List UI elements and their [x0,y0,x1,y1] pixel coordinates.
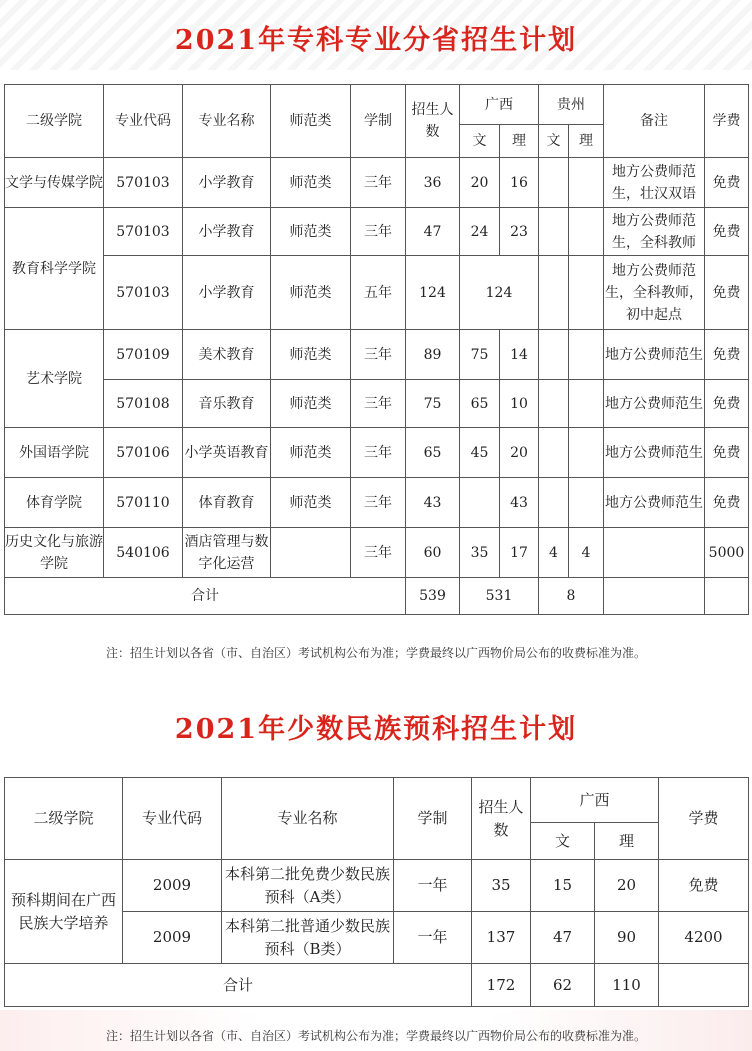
major-cell: 本科第二批普通少数民族预科（B类） [222,912,394,964]
gz-science-cell: 4 [569,528,604,578]
gx-science-cell: 10 [500,380,539,428]
code-cell: 2009 [123,912,222,964]
plan2-title: 2021年少数民族预科招生计划 [174,714,578,745]
header-guangxi: 广西 [460,85,539,125]
normal-cell: 师范类 [271,158,351,208]
duration-cell: 三年 [351,478,406,528]
major-cell: 本科第二批免费少数民族预科（A类） [222,860,394,912]
gx-science-cell: 14 [500,330,539,380]
table-row [5,380,749,428]
gx-science-cell: 17 [500,528,539,578]
remark-cell: 地方公费师范生，壮汉双语 [604,158,705,208]
enroll-cell: 124 [406,256,460,330]
duration-cell: 五年 [351,256,406,330]
enroll-cell: 75 [406,380,460,428]
gx-arts-cell [460,478,500,528]
header-duration: 学制 [394,778,472,860]
fee-cell: 免费 [705,158,749,208]
header-fee: 学费 [705,85,749,158]
plan2-header-row [5,778,749,823]
remark-cell: 地方公费师范生 [604,330,705,380]
remark-cell: 地方公费师范生 [604,428,705,478]
gx-science-cell: 43 [500,478,539,528]
header-gx-arts: 文 [531,823,595,860]
major-cell: 音乐教育 [183,380,271,428]
total-label: 合计 [5,578,406,615]
duration-cell: 三年 [351,208,406,256]
gz-arts-cell [539,158,569,208]
header-major: 专业名称 [222,778,394,860]
gx-arts-cell: 45 [460,428,500,478]
college-cell: 艺术学院 [5,330,104,428]
major-cell: 小学英语教育 [183,428,271,478]
gz-arts-cell [539,428,569,478]
gz-science-cell [569,478,604,528]
enroll-cell: 89 [406,330,460,380]
remark-cell: 地方公费师范生 [604,380,705,428]
college-cell: 体育学院 [5,478,104,528]
header-fee: 学费 [659,778,749,860]
gz-science-cell [569,158,604,208]
header-gz-arts: 文 [539,125,569,158]
header-gx-arts: 文 [460,125,500,158]
code-cell: 570109 [104,330,183,380]
normal-cell [271,528,351,578]
gz-arts-cell [539,330,569,380]
gx-arts-cell: 47 [531,912,595,964]
major-cell: 小学教育 [183,208,271,256]
remark-cell: 地方公费师范生，全科教师，初中起点 [604,256,705,330]
gx-science-cell: 16 [500,158,539,208]
table-row [5,208,749,256]
code-cell: 570103 [104,256,183,330]
enroll-cell: 47 [406,208,460,256]
remark-cell: 地方公费师范生，全科教师 [604,208,705,256]
header-remark: 备注 [604,85,705,158]
remark-cell: 地方公费师范生 [604,478,705,528]
total-remark [604,578,705,615]
normal-cell: 师范类 [271,380,351,428]
fee-cell: 免费 [705,478,749,528]
normal-cell: 师范类 [271,428,351,478]
major-cell: 美术教育 [183,330,271,380]
gz-science-cell [569,208,604,256]
gz-science-cell [569,380,604,428]
fee-cell: 免费 [705,380,749,428]
college-cell: 文学与传媒学院 [5,158,104,208]
gx-arts-cell: 24 [460,208,500,256]
college-cell: 教育科学学院 [5,208,104,330]
plan2-table [4,777,749,1007]
duration-cell: 三年 [351,428,406,478]
gx-arts-cell: 15 [531,860,595,912]
duration-cell: 一年 [394,912,472,964]
duration-cell: 三年 [351,380,406,428]
normal-cell: 师范类 [271,478,351,528]
table-row [5,428,749,478]
gx-science-cell: 90 [595,912,659,964]
major-cell: 酒店管理与数字化运营 [183,528,271,578]
enroll-cell: 36 [406,158,460,208]
college-cell: 历史文化与旅游学院 [5,528,104,578]
duration-cell: 三年 [351,158,406,208]
enroll-cell: 65 [406,428,460,478]
enroll-cell: 137 [472,912,531,964]
code-cell: 540106 [104,528,183,578]
plan2-note: 注：招生计划以各省（市、自治区）考试机构公布为准；学费最终以广西物价局公布的收费标准为准。 [105,1029,646,1043]
header-college: 二级学院 [5,85,104,158]
fee-cell: 免费 [705,256,749,330]
header-gz-science: 理 [569,125,604,158]
header-gx-science: 理 [595,823,659,860]
fee-cell: 4200 [659,912,749,964]
plan1-total-row [5,578,749,615]
gz-arts-cell: 4 [539,528,569,578]
normal-cell: 师范类 [271,208,351,256]
enroll-cell: 60 [406,528,460,578]
plan1-title: 2021年专科专业分省招生计划 [174,25,578,56]
gx-arts-cell: 20 [460,158,500,208]
gx-arts-cell: 35 [460,528,500,578]
major-cell: 小学教育 [183,256,271,330]
header-enroll: 招生人数 [406,85,460,158]
plan2-total-row [5,964,749,1007]
code-cell: 570103 [104,208,183,256]
gz-arts-cell [539,478,569,528]
gz-science-cell [569,256,604,330]
gx-arts-cell: 65 [460,380,500,428]
normal-cell: 师范类 [271,256,351,330]
header-guizhou: 贵州 [539,85,604,125]
header-enroll: 招生人数 [472,778,531,860]
total-label: 合计 [5,964,472,1007]
header-code: 专业代码 [104,85,183,158]
total-gx-arts: 62 [531,964,595,1007]
enroll-cell: 43 [406,478,460,528]
duration-cell: 三年 [351,330,406,380]
gx-science-cell: 20 [500,428,539,478]
header-guangxi: 广西 [531,778,659,823]
table-row [5,158,749,208]
fee-cell: 5000 [705,528,749,578]
total-guangxi: 531 [460,578,539,615]
header-major: 专业名称 [183,85,271,158]
gx-total-cell: 124 [460,256,539,330]
table-row [5,528,749,578]
code-cell: 2009 [123,860,222,912]
header-duration: 学制 [351,85,406,158]
college-cell: 预科期间在广西民族大学培养 [5,860,123,964]
enroll-cell: 35 [472,860,531,912]
major-cell: 小学教育 [183,158,271,208]
fee-cell: 免费 [705,330,749,380]
total-enroll: 539 [406,578,460,615]
college-cell: 外国语学院 [5,428,104,478]
gz-arts-cell [539,380,569,428]
gx-science-cell: 23 [500,208,539,256]
gx-arts-cell: 75 [460,330,500,380]
code-cell: 570103 [104,158,183,208]
code-cell: 570110 [104,478,183,528]
gx-science-cell: 20 [595,860,659,912]
table-row [5,860,749,912]
major-cell: 体育教育 [183,478,271,528]
header-gx-science: 理 [500,125,539,158]
header-code: 专业代码 [123,778,222,860]
gz-arts-cell [539,208,569,256]
code-cell: 570106 [104,428,183,478]
fee-cell: 免费 [659,860,749,912]
plan1-note: 注：招生计划以各省（市、自治区）考试机构公布为准；学费最终以广西物价局公布的收费标准为准。 [105,646,646,660]
table-row [5,478,749,528]
gz-science-cell [569,330,604,380]
table-row [5,330,749,380]
remark-cell [604,528,705,578]
normal-cell: 师范类 [271,330,351,380]
gz-arts-cell [539,256,569,330]
total-fee [659,964,749,1007]
fee-cell: 免费 [705,428,749,478]
table-row [5,256,749,330]
plan1-table [4,84,749,615]
total-fee [705,578,749,615]
total-enroll: 172 [472,964,531,1007]
header-college: 二级学院 [5,778,123,860]
total-guizhou: 8 [539,578,604,615]
header-normal: 师范类 [271,85,351,158]
duration-cell: 一年 [394,860,472,912]
total-gx-science: 110 [595,964,659,1007]
code-cell: 570108 [104,380,183,428]
duration-cell: 三年 [351,528,406,578]
fee-cell: 免费 [705,208,749,256]
gz-science-cell [569,428,604,478]
plan1-header-row [5,85,749,125]
